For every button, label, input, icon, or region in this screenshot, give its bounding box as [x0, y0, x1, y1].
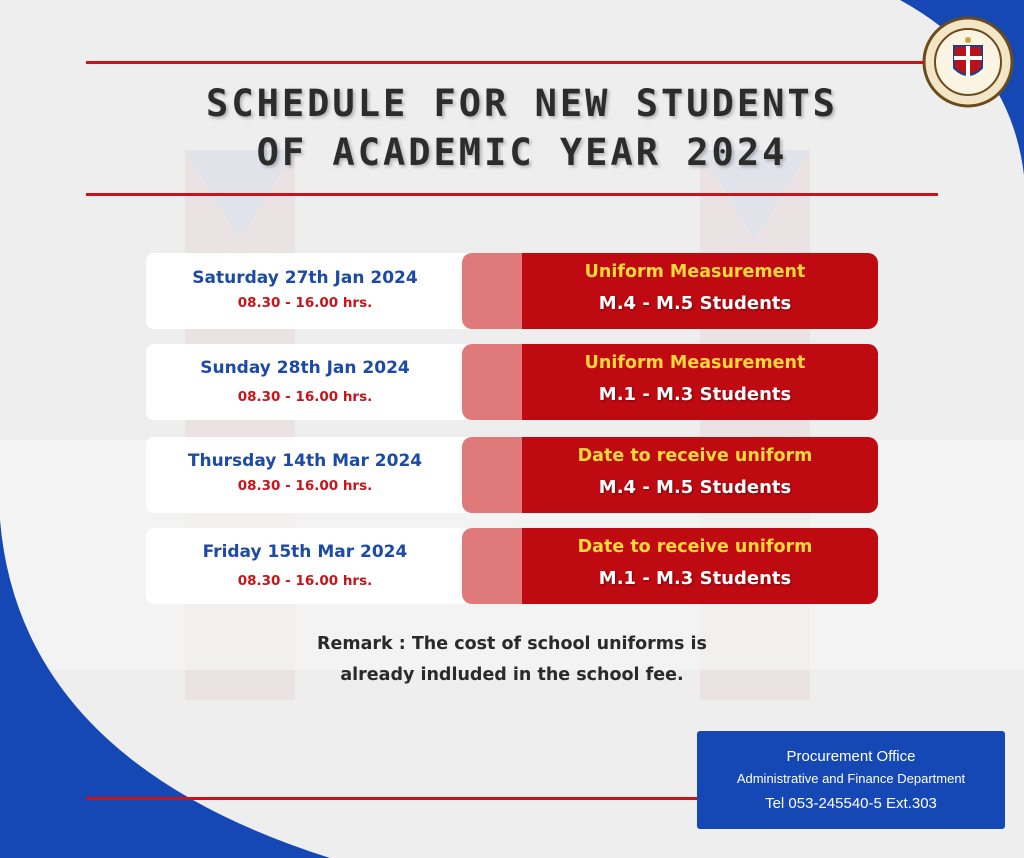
remark-line1: Remark : The cost of school uniforms is [317, 634, 707, 654]
activity-box [512, 253, 878, 329]
activity-students: M.1 - M.3 Students [598, 384, 792, 405]
row-tab [462, 437, 522, 513]
row-tab [462, 528, 522, 604]
remark-line2: already indluded in the school fee. [340, 665, 684, 685]
activity-students: M.4 - M.5 Students [598, 477, 792, 498]
date-box [146, 437, 486, 513]
header-rule-top [86, 61, 924, 64]
activity-title: Date to receive uniform [577, 537, 813, 557]
schedule-date: Saturday 27th Jan 2024 [192, 268, 418, 288]
schedule-row [146, 528, 878, 604]
contact-department: Administrative and Finance Department [736, 771, 966, 786]
page-title-line2: OF ACADEMIC YEAR 2024 [256, 131, 788, 174]
footer-rule [86, 797, 697, 800]
schedule-row [146, 437, 878, 513]
activity-box [512, 437, 878, 513]
row-tab [462, 253, 522, 329]
date-box [146, 253, 486, 329]
header-rule-bottom [86, 193, 938, 196]
activity-title: Uniform Measurement [584, 262, 806, 282]
activity-box [512, 528, 878, 604]
activity-box [512, 344, 878, 420]
schedule-time: 08.30 - 16.00 hrs. [237, 478, 373, 494]
schedule-row [146, 344, 878, 420]
contact-office: Procurement Office [786, 748, 916, 765]
page-title-line1: SCHEDULE FOR NEW STUDENTS [206, 82, 838, 125]
schedule-time: 08.30 - 16.00 hrs. [237, 295, 373, 311]
schedule-date: Thursday 14th Mar 2024 [187, 451, 423, 471]
schedule-date: Sunday 28th Jan 2024 [200, 358, 410, 378]
contact-phone: Tel 053-245540-5 Ext.303 [765, 795, 937, 812]
contact-box [697, 731, 1005, 829]
activity-students: M.1 - M.3 Students [598, 568, 792, 589]
date-box [146, 528, 486, 604]
activity-title: Uniform Measurement [584, 353, 806, 373]
row-tab [462, 344, 522, 420]
schedule-date: Friday 15th Mar 2024 [202, 542, 408, 562]
date-box [146, 344, 486, 420]
schedule-time: 08.30 - 16.00 hrs. [237, 573, 373, 589]
schedule-row [146, 253, 878, 329]
activity-title: Date to receive uniform [577, 446, 813, 466]
activity-students: M.4 - M.5 Students [598, 293, 792, 314]
schedule-time: 08.30 - 16.00 hrs. [237, 389, 373, 405]
